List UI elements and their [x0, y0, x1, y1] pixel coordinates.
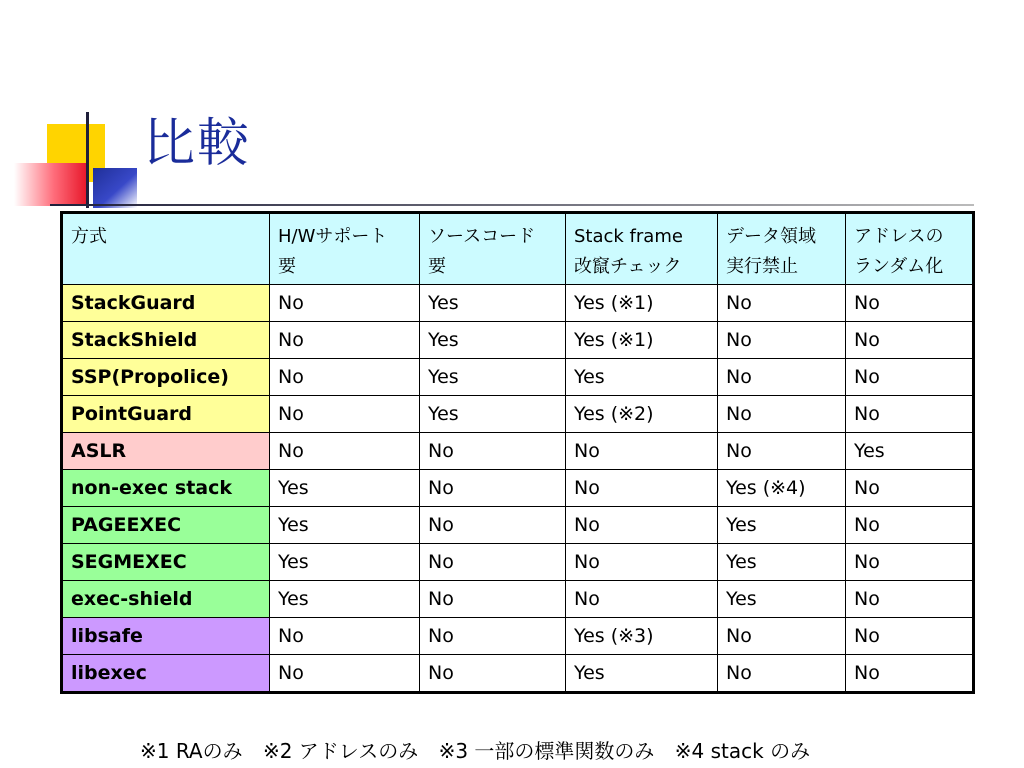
header-address-random-line1: アドレスの	[854, 226, 944, 247]
cell-hw-support: Yes	[270, 581, 420, 618]
method-name: PAGEEXEC	[62, 507, 270, 544]
header-data-noexec	[718, 213, 846, 285]
cell-stack-frame: Yes (※2)	[566, 396, 718, 433]
cell-data-noexec: Yes	[718, 507, 846, 544]
header-address-random-line2: ランダム化	[854, 256, 944, 277]
cell-data-noexec: Yes	[718, 544, 846, 581]
cell-stack-frame: Yes (※3)	[566, 618, 718, 655]
cell-hw-support: No	[270, 322, 420, 359]
method-name: PointGuard	[62, 396, 270, 433]
cell-stack-frame: Yes	[566, 655, 718, 693]
table-row	[62, 322, 974, 359]
cell-source-code: No	[420, 470, 566, 507]
cell-source-code: No	[420, 544, 566, 581]
table-row	[62, 581, 974, 618]
cell-source-code: No	[420, 655, 566, 693]
method-name: libsafe	[62, 618, 270, 655]
cell-address-random: No	[846, 655, 974, 693]
cell-address-random: No	[846, 470, 974, 507]
header-source-code	[420, 213, 566, 285]
cell-hw-support: Yes	[270, 544, 420, 581]
cell-hw-support: No	[270, 433, 420, 470]
table-row	[62, 544, 974, 581]
cell-source-code: Yes	[420, 396, 566, 433]
cell-hw-support: Yes	[270, 470, 420, 507]
cell-data-noexec: No	[718, 433, 846, 470]
header-method	[62, 213, 270, 285]
cell-address-random: No	[846, 285, 974, 322]
table-header	[62, 213, 974, 285]
header-method-text: 方式	[71, 226, 107, 247]
cell-address-random: No	[846, 396, 974, 433]
cell-source-code: Yes	[420, 359, 566, 396]
cell-hw-support: No	[270, 396, 420, 433]
footnote-4: ※4 stack のみ	[674, 739, 811, 763]
header-data-noexec-line1: データ領域	[726, 226, 816, 247]
table-row	[62, 655, 974, 693]
method-name: SSP(Propolice)	[62, 359, 270, 396]
cell-data-noexec: Yes (※4)	[718, 470, 846, 507]
cell-address-random: No	[846, 618, 974, 655]
cell-data-noexec: No	[718, 322, 846, 359]
cell-stack-frame: No	[566, 581, 718, 618]
header-row	[62, 213, 974, 285]
cell-address-random: No	[846, 322, 974, 359]
cell-hw-support: No	[270, 618, 420, 655]
cell-hw-support: No	[270, 359, 420, 396]
method-name: libexec	[62, 655, 270, 693]
cell-data-noexec: No	[718, 285, 846, 322]
cell-stack-frame: No	[566, 433, 718, 470]
cell-address-random: No	[846, 544, 974, 581]
cell-source-code: No	[420, 581, 566, 618]
method-name: ASLR	[62, 433, 270, 470]
cell-data-noexec: No	[718, 655, 846, 693]
footnote-2: ※2 アドレスのみ	[262, 739, 419, 763]
cell-stack-frame: Yes (※1)	[566, 285, 718, 322]
cell-stack-frame: Yes (※1)	[566, 322, 718, 359]
table-row	[62, 470, 974, 507]
slide-title: 比較	[143, 114, 252, 174]
decor-blue-square	[93, 168, 137, 208]
cell-source-code: No	[420, 618, 566, 655]
title-underline	[50, 204, 974, 206]
cell-data-noexec: No	[718, 359, 846, 396]
method-name: non-exec stack	[62, 470, 270, 507]
header-hw-support-line2: 要	[278, 256, 296, 277]
decor-red-gradient-bar	[14, 163, 86, 206]
header-stack-frame-line1: Stack frame	[574, 226, 683, 247]
cell-source-code: No	[420, 507, 566, 544]
cell-address-random: No	[846, 359, 974, 396]
table-row	[62, 433, 974, 470]
header-hw-support-line1: H/Wサポート	[278, 226, 388, 247]
footnote-1: ※1 RAのみ	[140, 739, 243, 763]
table-row	[62, 618, 974, 655]
decor-vertical-line	[86, 112, 89, 208]
cell-address-random: No	[846, 581, 974, 618]
header-address-random	[846, 213, 974, 285]
cell-stack-frame: No	[566, 507, 718, 544]
table-row	[62, 396, 974, 433]
cell-data-noexec: No	[718, 396, 846, 433]
table-body	[62, 285, 974, 693]
header-hw-support	[270, 213, 420, 285]
header-data-noexec-line2: 実行禁止	[726, 256, 798, 277]
cell-stack-frame: No	[566, 544, 718, 581]
header-stack-frame-line2: 改竄チェック	[574, 256, 682, 277]
method-name: StackShield	[62, 322, 270, 359]
cell-address-random: Yes	[846, 433, 974, 470]
cell-source-code: Yes	[420, 322, 566, 359]
footnote-3: ※3 一部の標準関数のみ	[438, 739, 655, 763]
cell-stack-frame: No	[566, 470, 718, 507]
cell-source-code: Yes	[420, 285, 566, 322]
method-name: exec-shield	[62, 581, 270, 618]
method-name: SEGMEXEC	[62, 544, 270, 581]
cell-address-random: No	[846, 507, 974, 544]
header-stack-frame	[566, 213, 718, 285]
cell-hw-support: No	[270, 285, 420, 322]
cell-hw-support: Yes	[270, 507, 420, 544]
comparison-table	[60, 211, 975, 694]
footnotes	[140, 735, 1000, 764]
cell-data-noexec: No	[718, 618, 846, 655]
table-row	[62, 507, 974, 544]
table-row	[62, 359, 974, 396]
method-name: StackGuard	[62, 285, 270, 322]
cell-data-noexec: Yes	[718, 581, 846, 618]
header-source-code-line2: 要	[428, 256, 446, 277]
cell-source-code: No	[420, 433, 566, 470]
cell-hw-support: No	[270, 655, 420, 693]
cell-stack-frame: Yes	[566, 359, 718, 396]
header-source-code-line1: ソースコード	[428, 226, 536, 247]
table-row	[62, 285, 974, 322]
